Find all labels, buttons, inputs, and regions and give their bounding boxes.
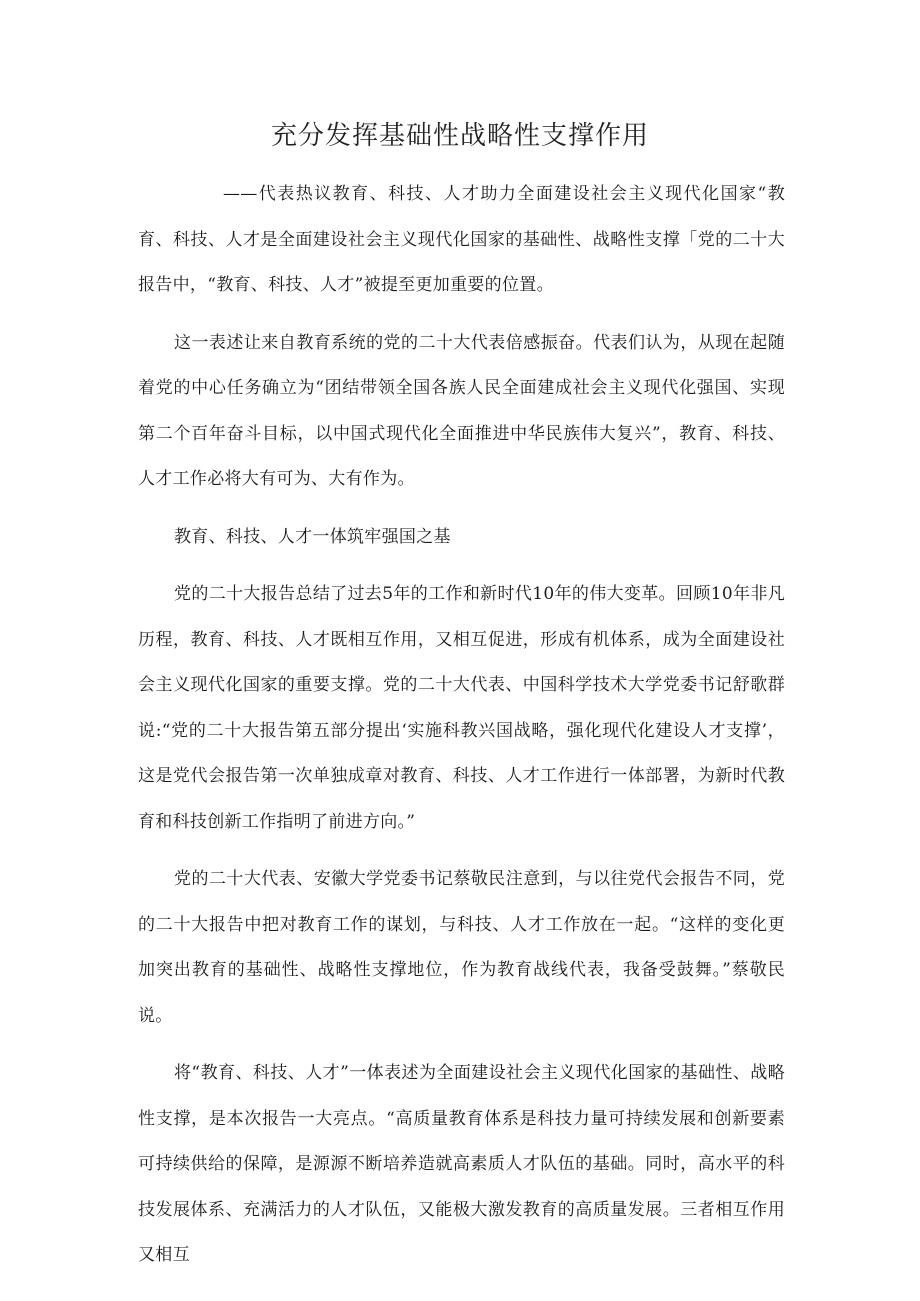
body-paragraph: 将“教育、科技、人才”一体表述为全面建设社会主义现代化国家的基础性、战略性支撑，是本次报告一大亮点。“高质量教育体系是科技力量可持续发展和创新要素可持续供给的保障，是源源不断培养造就高素质人才队伍的基础。同时，高水平的科技发展体系、充满活力的人才队伍，又能极大激发教育的高质量发展。三者相互作用又相互	[138, 1063, 785, 1265]
document-body	[138, 172, 785, 1291]
subtitle-paragraph: ——代表热议教育、科技、人才助力全面建设社会主义现代化国家“教育、科技、人才是全面建设社会主义现代化国家的基础性、战略性支撑「党的二十大报告中，“教育、科技、人才”被提至更加重要的位置。	[138, 184, 785, 295]
body-paragraph: 党的二十大代表、安徽大学党委书记蔡敬民注意到，与以往党代会报告不同，党的二十大报告中把对教育工作的谋划，与科技、人才工作放在一起。“这样的变化更加突出教育的基础性、战略性支撑地位，作为教育战线代表，我备受鼓舞。”蔡敬民说。	[138, 869, 785, 1026]
section-heading: 教育、科技、人才一体筑牢强国之基	[174, 526, 451, 547]
body-paragraph: 党的二十大报告总结了过去5年的工作和新时代10年的伟大变革。回顾10年非凡历程，教育、科技、人才既相互作用，又相互促进，形成有机体系，成为全面建设社会主义现代化国家的重要支撑。党的二十大代表、中国科学技术大学党委书记舒歌群说:“党的二十大报告第五部分提出‘实施科教兴国战略，强化现代化建设人才支撑’，这是党代会报告第一次单独成章对教育、科技、人才工作进行一体部署，为新时代教育和科技创新工作指明了前进方向。”	[138, 584, 785, 832]
document-title: 充分发挥基础性战略性支撑作用	[270, 121, 649, 151]
body-paragraph: 这一表述让来自教育系统的党的二十大代表倍感振奋。代表们认为，从现在起随着党的中心任务确立为“团结带领全国各族人民全面建成社会主义现代化强国、实现第二个百年奋斗目标，以中国式现代化全面推进中华民族伟大复兴”，教育、科技、人才工作必将大有可为、大有作为。	[138, 332, 785, 489]
